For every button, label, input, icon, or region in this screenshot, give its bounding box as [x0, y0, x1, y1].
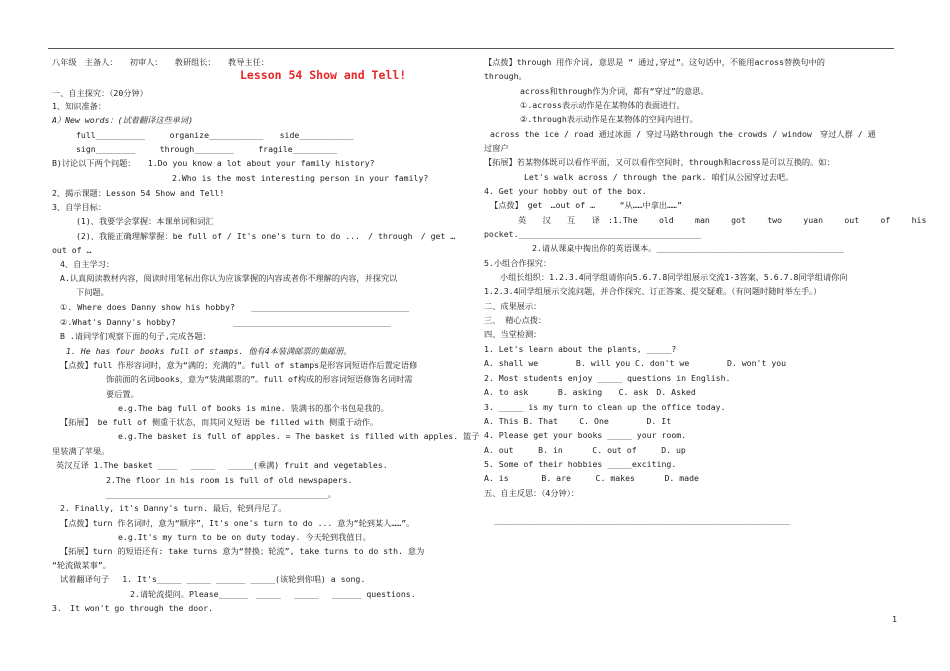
- right-line: 【点拨】through 用作介词, 意思是 “ 通过,穿过”。这句话中，不能用across替换句中的: [484, 57, 825, 67]
- right-line: 4. Get your hobby out of the box.: [484, 186, 647, 196]
- left-line: ①. Where does Danny show his hobby? ________________________________: [60, 302, 410, 312]
- right-line: across the ice / road 通过冰面 / 穿过马路through the crowds / window 穿过人群 / 通: [490, 129, 876, 139]
- left-line: e.g.The bag full of books is mine. 装满书的那个书包是我的。: [118, 403, 389, 413]
- right-line: ②.through表示动作是在某物体的空间内进行。: [520, 114, 698, 124]
- right-line: 【点拨】 get …out of … “从……中拿出……”: [490, 200, 682, 210]
- right-line: ____________________________________________________________: [494, 515, 790, 525]
- left-line: 【拓展】 be full of 侧重于状态，而其同义短语 be filled with 侧重于动作。: [60, 417, 379, 427]
- left-line: (2)、我能正确理解掌握：be full of / It's one's turn to do ... / through / get …: [76, 231, 456, 241]
- left-line: (1)、我要学会掌握：本课单词和词汇: [76, 216, 214, 226]
- right-line: 5.小组合作探究：: [484, 258, 552, 268]
- right-line: ①.across表示动作是在某物体的表面进行。: [520, 100, 685, 110]
- left-line: “轮流做某事”。: [52, 560, 111, 570]
- left-line: ②.What's Danny's hobby? ________________________________: [60, 317, 391, 327]
- right-line: A. shall we B. will you C. don't we D. won't you: [484, 358, 787, 368]
- left-line: sign________ through________ fragile_________: [76, 144, 338, 154]
- left-line: 饰前面的名词books，意为“装满邮票的”。full of构成的形容词短语修饰名词时需: [106, 374, 413, 384]
- right-line: across和through作为介词，都有“穿过”的意思。: [520, 86, 709, 96]
- left-line: 2.The floor in his room is full of old newspapers.: [106, 475, 353, 485]
- right-line: A. is B. are C. makes D. made: [484, 473, 699, 483]
- left-line: 【点拨】full 作形容词时，意为“满的；充满的”。full of stamps是形容词短语作后置定语修: [60, 360, 418, 370]
- left-line: 一、自主探究：（20分钟）: [52, 88, 148, 98]
- left-line: 1. He has four books full of stamps. 他有4本装满邮票的集邮册。: [66, 346, 352, 356]
- left-line: 3. It won't go through the door.: [52, 603, 213, 613]
- right-line: 四、当堂检测：: [484, 329, 542, 339]
- left-line: 2.请轮流提问。Please______ _____ _____ ______ questions.: [130, 589, 416, 599]
- left-line: A）New words：(试着翻译这些单词): [52, 115, 194, 125]
- left-line: 英汉互译 1.The basket ____ _____ _____(乘满) fruit and vegetables.: [56, 460, 388, 470]
- right-line: 五、自主反思：（4分钟）：: [484, 488, 579, 498]
- page-number: 1: [892, 615, 897, 624]
- left-line: 2、揭示课题：Lesson 54 Show and Tell!: [52, 188, 225, 198]
- right-line: A. out B. in C. out of D. up: [484, 445, 686, 455]
- right-line: through。: [484, 71, 527, 81]
- left-line: 3、自学目标：: [52, 202, 107, 212]
- left-line: _____________________________________________。: [106, 489, 337, 499]
- right-line: 三、 精心点拨：: [484, 315, 547, 325]
- left-line: e.g.It's my turn to be on duty today. 今天轮到我值日。: [118, 532, 371, 542]
- right-line: 4. Please get your books _____ your room.: [484, 430, 687, 440]
- left-line: 要后置。: [106, 389, 139, 399]
- left-line: 2.Who is the most interesting person in your family?: [172, 173, 429, 183]
- right-line: 1.2.3.4同学组展示交流问题，并合作探究、订正答案、提交疑难。（有问题时随时举左手。）: [484, 286, 822, 296]
- right-line: A. This B. That C. One D. It: [484, 416, 672, 426]
- left-line: B .请同学们观察下面的句子,完成各题：: [60, 331, 211, 341]
- right-line: 2. Most students enjoy _____ questions in English.: [484, 373, 731, 383]
- left-line: 4、自主学习：: [60, 259, 115, 269]
- left-line: 下问题。: [76, 287, 109, 297]
- right-line: 2.请从课桌中掏出你的英语课本。______________________________________: [532, 243, 844, 253]
- left-line: e.g.The basket is full of apples. = The basket is filled with apples. 篮子: [118, 431, 480, 441]
- left-line: A.认真阅读教材内容，阅读时用笔标出你认为应该掌握的内容或者你不理解的内容，并探究以: [60, 273, 398, 283]
- right-line: pocket._____________________________________: [484, 229, 701, 239]
- left-line: 试着翻译句子 1. It's_____ _____ ______ _____(该轮到你唱) a song.: [60, 574, 366, 584]
- left-line: 1、知识准备：: [52, 101, 107, 111]
- right-line: 英 汉 互 译 :1.The old man got two yuan out of his: [518, 215, 927, 225]
- right-line: 小组长组织：1.2.3.4同学组请你向5.6.7.8同学组展示交流1-3答案，5.6.7.8同学组请你向: [500, 272, 848, 282]
- header-rule: [48, 48, 894, 49]
- right-line: 3. _____ is my turn to clean up the office today.: [484, 402, 726, 412]
- left-line: 【点拨】turn 作名词时，意为“顺序”，It's one's turn to do ... 意为“轮到某人……”。: [60, 518, 415, 528]
- right-line: 二、成果展示：: [484, 301, 542, 311]
- left-line: 八年级 主备人： 初审人： 教研组长： 教导主任：: [52, 57, 269, 67]
- left-line: B)讨论以下两个问题： 1.Do you know a lot about your family history?: [52, 158, 375, 168]
- left-line: 2. Finally, it's Danny's turn. 最后，轮到丹尼了。: [60, 503, 287, 513]
- left-line: out of …: [52, 245, 92, 255]
- right-line: A. to ask B. asking C. ask D. Asked: [484, 387, 696, 397]
- left-line: 【拓展】turn 的短语还有: take turns 意为“替换；轮流”, take turns to do sth. 意为: [60, 546, 425, 556]
- right-line: 1. Let's learn about the plants, _____?: [484, 344, 677, 354]
- right-line: 【拓展】若某物体既可以看作平面，又可以看作空间时，through和across是可以互换的。如：: [484, 157, 835, 167]
- right-line: 5. Some of their hobbies _____exciting.: [484, 459, 677, 469]
- left-line: full__________ organize___________ side___________: [76, 130, 354, 140]
- right-line: 过窗户: [484, 143, 509, 153]
- left-line: Lesson 54 Show and Tell!: [240, 68, 407, 82]
- right-line: Let's walk across / through the park. 咱们从公园穿过去吧。: [524, 172, 794, 182]
- left-line: 里装满了苹果。: [52, 446, 110, 456]
